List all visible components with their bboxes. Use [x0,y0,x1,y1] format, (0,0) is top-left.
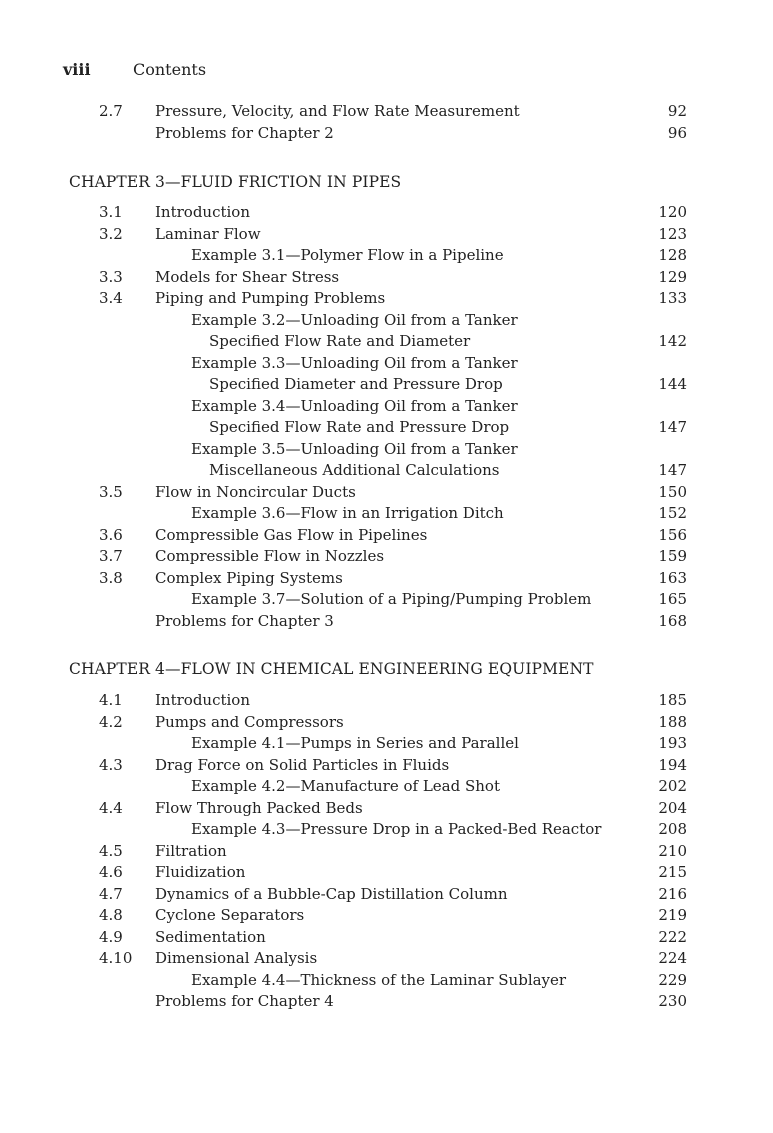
entry-title: Example 4.4—Thickness of the Laminar Sublayer [191,970,567,989]
running-head [63,59,206,81]
entry-title: Problems for Chapter 3 [155,611,334,630]
section-number: 3.7 [99,547,123,565]
entry-title: Problems for Chapter 4 [155,992,334,1010]
entry-page-number: 147 [658,418,687,436]
entry-title: Example 4.3—Pressure Drop in a Packed-Bed Reactor [191,820,602,838]
toc-entry [0,101,773,123]
section-number: 4.7 [99,884,123,903]
entry-title: Compressible Gas Flow in Pipelines [155,525,428,544]
section-number: 3.8 [99,568,123,587]
entry-page-number: 215 [658,863,687,881]
entry-page-number: 222 [658,927,687,946]
toc-entry [0,396,773,418]
section-number: 3.2 [99,224,123,243]
toc-entry [0,991,773,1013]
section-number: 4.3 [99,755,123,774]
entry-title: Complex Piping Systems [155,568,343,587]
entry-title: Flow in Noncircular Ducts [155,482,356,501]
toc-entry [0,948,773,970]
entry-title: Sedimentation [155,927,266,946]
entry-page-number: 165 [658,590,687,608]
toc-entry [0,884,773,906]
section-number: 4.9 [99,927,123,946]
entry-title: Example 3.2—Unloading Oil from a Tanker [191,310,518,329]
entry-page-number: 147 [658,461,687,479]
toc-entry [0,798,773,820]
entry-title: Example 3.7—Solution of a Piping/Pumping Problem [191,590,592,608]
toc-entry [0,546,773,568]
toc-entry [0,353,773,375]
section-number: 4.5 [99,841,123,860]
entry-title: Problems for Chapter 2 [155,123,334,142]
entry-page-number: 156 [658,525,687,544]
toc-entry [0,224,773,246]
entry-page-number: 210 [658,841,687,860]
entry-page-number: 224 [658,949,687,967]
entry-page-number: 229 [658,970,687,989]
toc-entry [0,310,773,332]
entry-page-number: 204 [658,798,687,817]
toc-entry [0,841,773,863]
entry-page-number: 216 [658,884,687,903]
entry-page-number: 202 [658,777,687,795]
entry-title: Piping and Pumping Problems [155,289,386,307]
section-number: 3.5 [99,482,123,501]
section-number: 4.4 [99,798,123,817]
entry-title: Flow Through Packed Beds [155,798,363,817]
section-number: 4.10 [99,949,133,967]
entry-title: Pressure, Velocity, and Flow Rate Measurement [155,102,520,120]
entry-page-number: 152 [658,504,687,522]
toc-entry [0,525,773,547]
toc-entry [0,776,773,798]
entry-page-number: 185 [658,691,687,709]
entry-page-number: 150 [658,482,687,501]
entry-title: Example 4.1—Pumps in Series and Parallel [191,734,519,752]
entry-page-number: 133 [658,289,687,307]
toc-entry [0,755,773,777]
toc-entry [0,331,773,353]
entry-page-number: 163 [658,568,687,587]
toc-entry [0,417,773,439]
entry-title: Introduction [155,203,250,221]
entry-title: Specified Flow Rate and Diameter [209,332,471,350]
toc-entry [0,288,773,310]
toc-entry [0,712,773,734]
entry-title: Filtration [155,841,227,860]
entry-title: Example 3.1—Polymer Flow in a Pipeline [191,246,504,264]
entry-title: Specified Diameter and Pressure Drop [209,375,503,393]
entry-title: Compressible Flow in Nozzles [155,547,385,565]
section-number: 3.1 [99,203,123,221]
toc-entry [0,568,773,590]
entry-page-number: 208 [658,820,687,838]
entry-title: Example 3.6—Flow in an Irrigation Ditch [191,504,504,522]
section-number: 4.1 [99,691,123,709]
chapter-4-entries [0,690,773,1013]
entry-page-number: 123 [658,224,687,243]
toc-entry [0,439,773,461]
entry-title: Laminar Flow [155,224,261,243]
toc-entry [0,374,773,396]
entry-title: Pumps and Compressors [155,712,344,731]
entry-title: Example 3.3—Unloading Oil from a Tanker [191,353,518,372]
entry-page-number: 120 [658,203,687,221]
toc-entry [0,970,773,992]
chapter-2-tail [0,101,773,144]
entry-page-number: 142 [658,332,687,350]
section-number: 3.6 [99,525,123,544]
toc-entry [0,862,773,884]
entry-page-number: 159 [658,547,687,565]
entry-title: Miscellaneous Additional Calculations [209,461,500,479]
section-number: 4.8 [99,906,123,924]
section-number: 3.3 [99,267,123,286]
toc-entry [0,819,773,841]
toc-entry [0,690,773,712]
entry-page-number: 194 [658,755,687,774]
page-folio: viii [63,60,91,79]
running-head-title: Contents [133,60,207,79]
entry-page-number: 219 [658,906,687,924]
toc-entry [0,482,773,504]
toc-entry [0,733,773,755]
toc-entry [0,905,773,927]
section-number: 3.4 [99,289,123,307]
entry-title: Drag Force on Solid Particles in Fluids [155,755,450,774]
chapter-4-heading: CHAPTER 4—FLOW IN CHEMICAL ENGINEERING EQUIPMENT [69,660,594,678]
toc-entry [0,123,773,145]
entry-page-number: 168 [658,611,687,630]
toc-entry [0,267,773,289]
entry-title: Specified Flow Rate and Pressure Drop [209,418,510,436]
toc-entry [0,245,773,267]
entry-title: Example 3.4—Unloading Oil from a Tanker [191,396,518,415]
chapter-3-entries [0,202,773,632]
toc-entry [0,460,773,482]
entry-page-number: 129 [658,267,687,286]
toc-entry [0,202,773,224]
entry-title: Models for Shear Stress [155,267,340,286]
entry-title: Fluidization [155,863,246,881]
entry-page-number: 128 [658,246,687,264]
entry-page-number: 96 [667,123,687,142]
entry-title: Dynamics of a Bubble-Cap Distillation Column [155,884,508,903]
section-number: 2.7 [99,102,123,120]
section-number: 4.2 [99,712,123,731]
toc-entry [0,927,773,949]
chapter-3-heading: CHAPTER 3—FLUID FRICTION IN PIPES [69,173,402,191]
entry-title: Introduction [155,691,250,709]
entry-title: Dimensional Analysis [155,949,318,967]
section-number: 4.6 [99,863,123,881]
toc-entry [0,503,773,525]
toc-entry [0,589,773,611]
entry-page-number: 92 [667,102,687,120]
entry-page-number: 188 [658,712,687,731]
entry-title: Example 4.2—Manufacture of Lead Shot [191,777,500,795]
entry-title: Cyclone Separators [155,906,305,924]
entry-page-number: 230 [658,992,687,1010]
entry-page-number: 144 [658,375,687,393]
entry-title: Example 3.5—Unloading Oil from a Tanker [191,439,518,458]
entry-page-number: 193 [658,734,687,752]
toc-entry [0,611,773,633]
